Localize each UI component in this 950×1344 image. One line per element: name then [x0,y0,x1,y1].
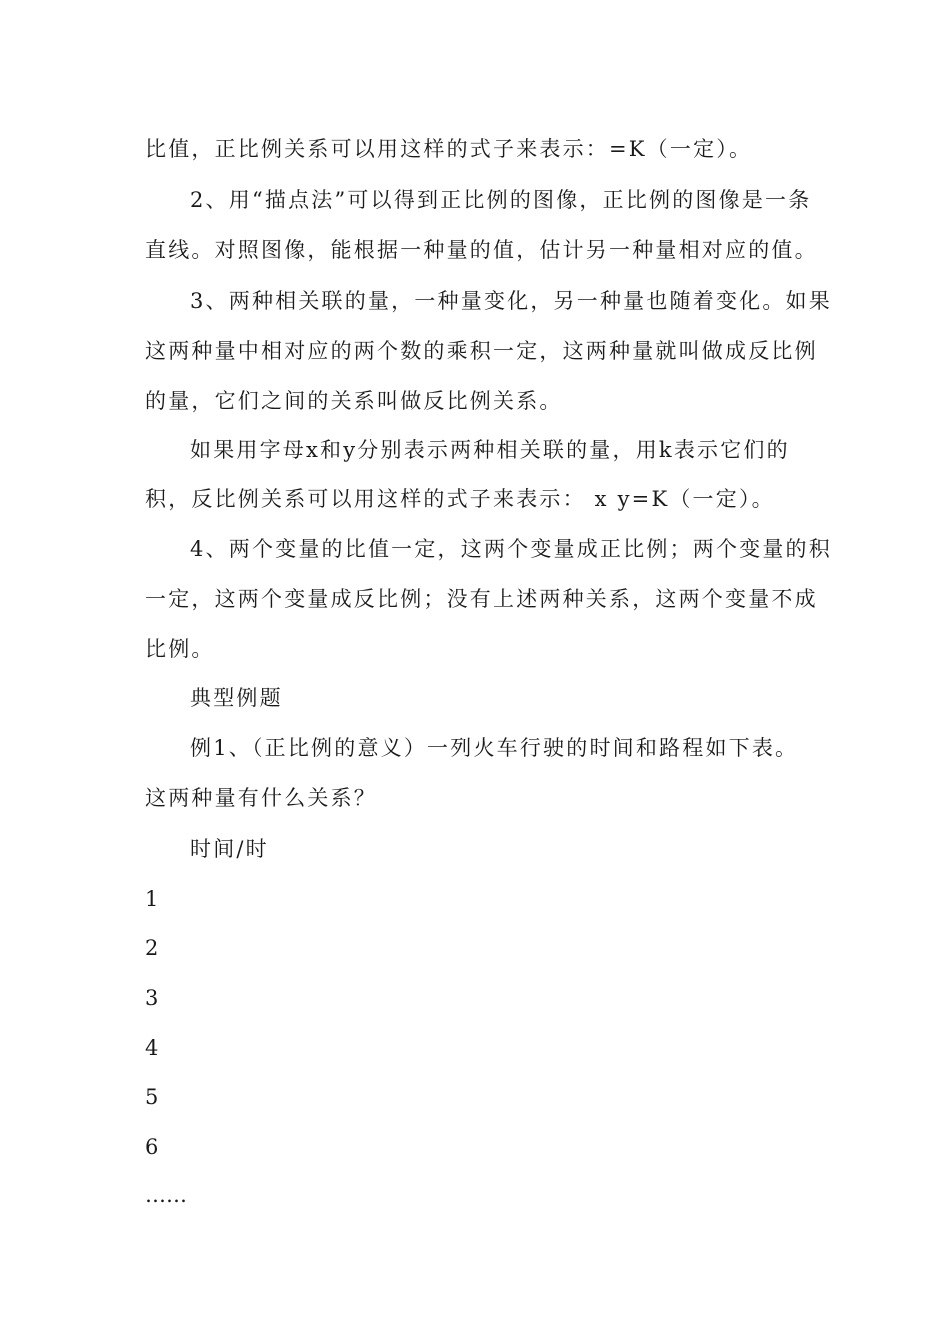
table-cell: 1 [145,887,159,911]
section-heading: 典型例题 [190,686,283,710]
text-line: 这两种量中相对应的两个数的乘积一定，这两种量就叫做成反比例 [145,339,818,363]
text-line: 例1、（正比例的意义）一列火车行驶的时间和路程如下表。 [190,736,799,760]
table-cell: 5 [145,1085,159,1109]
table-cell: …… [145,1183,187,1207]
text-line: 积，反比例关系可以用这样的式子来表示： x y=K（一定）。 [145,487,775,511]
text-line: 比例。 [145,637,215,661]
text-line: 2、用“描点法”可以得到正比例的图像，正比例的图像是一条 [190,188,812,212]
table-header: 时间/时 [190,837,269,861]
text-line: 4、两个变量的比值一定，这两个变量成正比例；两个变量的积 [190,537,832,561]
text-line: 3、两种相关联的量，一种量变化，另一种量也随着变化。如果 [190,289,832,313]
table-cell: 2 [145,936,159,960]
table-cell: 3 [145,986,159,1010]
text-line: 这两种量有什么关系？ [145,786,377,810]
text-line: 比值，正比例关系可以用这样的式子来表示：=K（一定）。 [145,137,753,161]
text-line: 直线。对照图像，能根据一种量的值，估计另一种量相对应的值。 [145,238,818,262]
table-cell: 6 [145,1135,159,1159]
text-line: 一定，这两个变量成反比例；没有上述两种关系，这两个变量不成 [145,587,818,611]
text-line: 如果用字母x和y分别表示两种相关联的量，用k表示它们的 [190,438,790,462]
text-line: 的量，它们之间的关系叫做反比例关系。 [145,389,563,413]
table-cell: 4 [145,1036,159,1060]
